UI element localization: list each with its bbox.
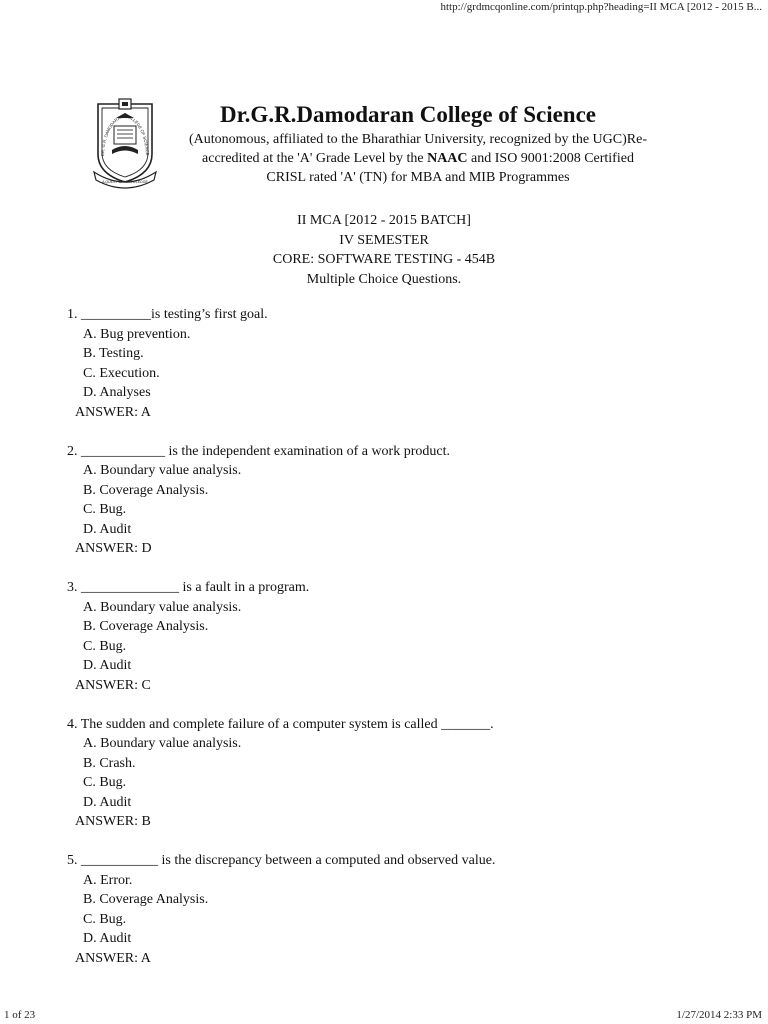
option-a: A. Boundary value analysis. xyxy=(83,463,242,478)
option-d: D. Audit xyxy=(83,931,132,946)
page-count: 1 of 23 xyxy=(4,1009,36,1021)
question-item xyxy=(67,578,707,695)
option-a: A. Boundary value analysis. xyxy=(83,599,242,615)
naac-text: NAAC xyxy=(427,151,468,166)
option-c: C. Execution. xyxy=(83,365,160,381)
course-heading: CORE: SOFTWARE TESTING - 454B xyxy=(272,252,496,267)
accreditation-text-post: and ISO 9001:2008 Certified xyxy=(467,151,634,166)
question-text: 3. ______________ is a fault in a program. xyxy=(67,580,310,595)
accreditation-text-pre: accredited at the 'A' Grade Level by the xyxy=(202,151,428,166)
option-a: A. Bug prevention. xyxy=(83,326,191,342)
question-list xyxy=(67,305,707,988)
answer-text: ANSWER: D xyxy=(75,541,152,556)
option-d: D. Audit xyxy=(83,521,132,537)
option-d: D. Analyses xyxy=(83,385,151,400)
option-b: B. Coverage Analysis. xyxy=(83,892,209,907)
logo-motto: A QUEST OF KNOWLEDGE xyxy=(102,180,148,184)
batch-heading: II MCA [2012 - 2015 BATCH] xyxy=(297,213,471,228)
answer-text: ANSWER: A xyxy=(75,404,151,420)
option-b: B. Coverage Analysis. xyxy=(83,619,209,634)
question-text: 4. The sudden and complete failure of a computer system is called _______. xyxy=(67,716,494,732)
option-b: B. Coverage Analysis. xyxy=(83,482,209,498)
question-item xyxy=(67,715,707,832)
college-affiliation-line2 xyxy=(168,149,668,168)
semester-heading: IV SEMESTER xyxy=(339,232,429,248)
option-b: B. Crash. xyxy=(83,755,136,771)
exam-heading xyxy=(0,211,768,289)
question-text: 1. __________is testing’s first goal. xyxy=(67,307,268,322)
question-text: 5. ___________ is the discrepancy between a computed and observed value. xyxy=(67,853,496,868)
url-header: http://grdmcqonline.com/printqp.php?heading=II MCA [2012 - 2015 B... xyxy=(440,1,762,13)
question-item xyxy=(67,442,707,559)
option-c: C. Bug. xyxy=(83,638,127,654)
option-d: D. Audit xyxy=(83,658,132,673)
answer-text: ANSWER: A xyxy=(75,950,151,966)
print-timestamp: 1/27/2014 2:33 PM xyxy=(676,1009,762,1021)
option-c: C. Bug. xyxy=(83,502,127,517)
option-c: C. Bug. xyxy=(83,911,127,927)
college-header xyxy=(168,100,668,187)
logo-text: DR. G.R. DAMODARAN COLLEGE OF SCIENCE xyxy=(100,113,150,157)
option-a: A. Boundary value analysis. xyxy=(83,736,242,751)
answer-text: ANSWER: C xyxy=(75,677,151,693)
option-a: A. Error. xyxy=(83,872,133,888)
option-d: D. Audit xyxy=(83,794,132,810)
option-c: C. Bug. xyxy=(83,775,127,790)
option-b: B. Testing. xyxy=(83,346,144,361)
question-text: 2. ____________ is the independent examination of a work product. xyxy=(67,443,450,459)
question-item xyxy=(67,305,707,422)
college-affiliation-line1: (Autonomous, affiliated to the Bharathiar University, recognized by the UGC)Re- xyxy=(189,132,647,147)
question-type-heading: Multiple Choice Questions. xyxy=(306,271,462,287)
college-name: Dr.G.R.Damodaran College of Science xyxy=(219,102,597,127)
answer-text: ANSWER: B xyxy=(75,814,151,829)
college-affiliation-line3: CRISL rated 'A' (TN) for MBA and MIB Programmes xyxy=(266,170,570,185)
question-item xyxy=(67,851,707,968)
